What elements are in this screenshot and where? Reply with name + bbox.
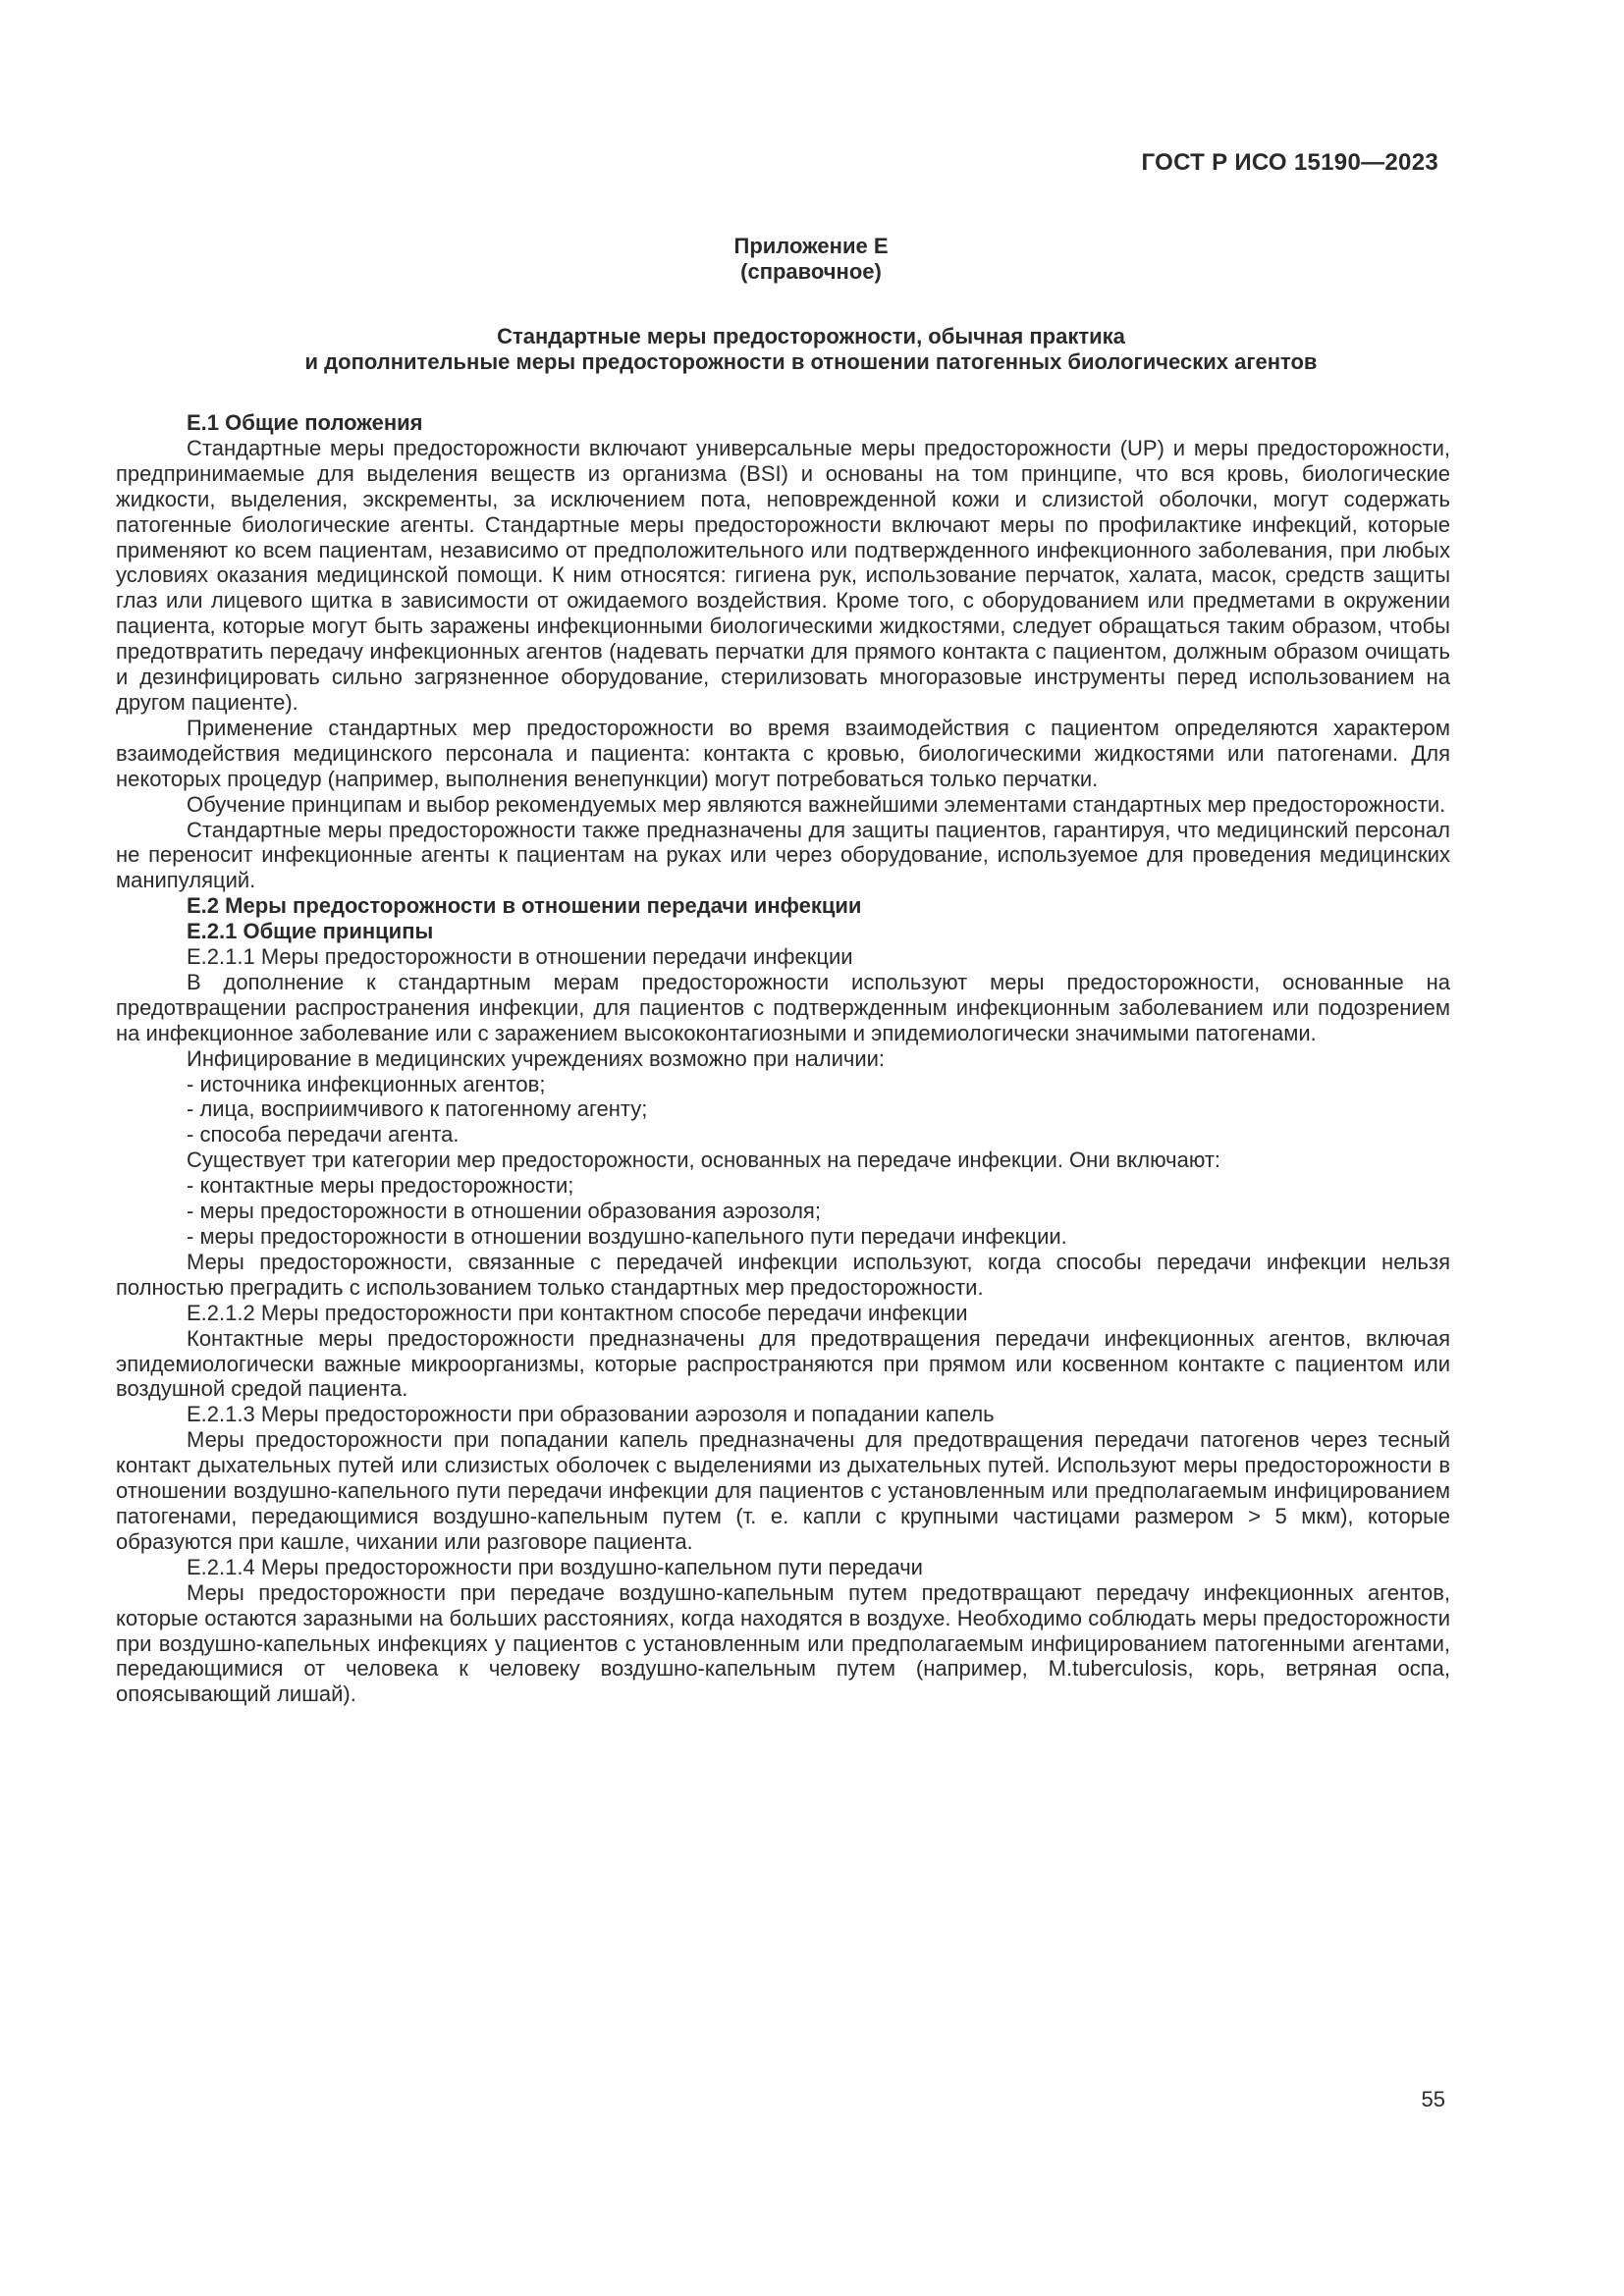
standard-code: ГОСТ Р ИСО 15190—2023 (1141, 149, 1438, 176)
annex-heading (183, 324, 1439, 375)
paragraph: Применение стандартных мер предосторожности во время взаимодействия с пациентом определяются характером взаимодействия медицинского персонала и пациента: контакта с кровью, биологическими жидкостями или патогенами. Для некоторых процедур (например, выполнения венепункции) могут потребоваться только перчатки. (116, 715, 1450, 791)
section-heading: Е.2 Меры предосторожности в отношении передачи инфекции (187, 893, 862, 919)
clause-title: Е.2.1.3 Меры предосторожности при образовании аэрозоля и попадании капель (187, 1402, 995, 1427)
page-number: 55 (1421, 2087, 1445, 2111)
section-heading: Е.1 Общие положения (187, 410, 423, 435)
list-item: - лица, восприимчивого к патогенному агенту; (187, 1096, 648, 1122)
paragraph: Меры предосторожности при передаче воздушно-капельным путем предотвращают передачу инфекционных агентов, которые остаются заразными на больших расстояниях, когда находятся в воздухе. Необходимо соблюдать меры предосторожности при воздушно-капельных инфекциях у пациентов с установленным или предполагаемым инфицированием патогенными агентами, передающимися от человека к человеку воздушно-капельным путем (например, M.tuberculosis, корь, ветряная оспа, опоясывающий лишай). (116, 1579, 1450, 1707)
clause-title: Е.2.1.2 Меры предосторожности при контактном способе передачи инфекции (187, 1300, 968, 1325)
annex-heading-line: Стандартные меры предосторожности, обычная практика (497, 324, 1125, 348)
list-item: - меры предосторожности в отношении воздушно-капельного пути передачи инфекции. (187, 1224, 1067, 1249)
list-item: - контактные меры предосторожности; (187, 1173, 574, 1199)
list-item: - способа передачи агента. (187, 1122, 460, 1148)
paragraph: Меры предосторожности при попадании капель предназначены для предотвращения передачи патогенов через тесный контакт дыхательных путей или слизистых оболочек с выделениями из дыхательных путей. Используют меры предосторожности в отношении воздушно-капельного пути передачи инфекции для пациентов с установленным или предполагаемым инфицированием патогенами, передающимися воздушно-капельным путем (т. е. капли с крупными частицами размером > 5 мкм), которые образуются при кашле, чихании или разговоре пациента. (116, 1427, 1450, 1554)
clause-title: Е.2.1.1 Меры предосторожности в отношении передачи инфекции (187, 944, 853, 970)
document-body (116, 410, 1450, 1707)
clause-title: Е.2.1.4 Меры предосторожности при воздушно-капельном пути передачи (187, 1554, 923, 1579)
paragraph: В дополнение к стандартным мерам предосторожности используют меры предосторожности, основанные на предотвращении распространения инфекции, для пациентов с подтвержденным инфекционным заболеванием или подозрением на инфекционное заболевание или с заражением высококонтагиозными и эпидемиологически значимыми патогенами. (116, 969, 1450, 1045)
list-item: - источника инфекционных агентов; (187, 1071, 546, 1096)
paragraph: Контактные меры предосторожности предназначены для предотвращения передачи инфекционных агентов, включая эпидемиологически важные микроорганизмы, которые распространяются при прямом или косвенном контакте с пациентом или воздушной средой пациента. (116, 1325, 1450, 1402)
annex-status: (справочное) (740, 259, 882, 284)
paragraph: Обучение принципам и выбор рекомендуемых мер являются важнейшими элементами стандартных мер предосторожности. (187, 791, 1446, 817)
paragraph: Стандартные меры предосторожности включают универсальные меры предосторожности (UP) и меры предосторожности, предпринимаемые для выделения веществ из организма (BSI) и основаны на том принципе, что вся кровь, биологические жидкости, выделения, экскременты, за исключением пота, неповрежденной кожи и слизистой оболочки, могут содержать патогенные биологические агенты. Стандартные меры предосторожности включают меры по профилактике инфекций, которые применяют ко всем пациентам, независимо от предположительного или подтвержденного инфекционного заболевания, при любых условиях оказания медицинской помощи. К ним относятся: гигиена рук, использование перчаток, халата, масок, средств защиты глаз или лицевого щитка в зависимости от ожидаемого воздействия. Кроме того, с оборудованием или предметами в окружении пациента, которые могут быть заражены инфекционными биологическими жидкостями, следует обращаться таким образом, чтобы предотвратить передачу инфекционных агентов (надевать перчатки для прямого контакта с пациентом, должным образом очищать и дезинфицировать сильно загрязненное оборудование, стерилизовать многоразовые инструменты перед использованием на другом пациенте). (116, 435, 1450, 715)
paragraph: Инфицирование в медицинских учреждениях возможно при наличии: (187, 1045, 886, 1071)
paragraph: Меры предосторожности, связанные с передачей инфекции используют, когда способы передачи инфекции нельзя полностью преградить с использованием только стандартных мер предосторожности. (116, 1249, 1450, 1300)
annex-title: Приложение Е (733, 234, 889, 258)
paragraph: Стандартные меры предосторожности также предназначены для защиты пациентов, гарантируя, что медицинский персонал не переносит инфекционные агенты к пациентам на руках или через оборудование, используемое для проведения медицинских манипуляций. (116, 817, 1450, 893)
annex-heading-line: и дополнительные меры предосторожности в отношении патогенных биологических агентов (304, 349, 1318, 374)
paragraph: Существует три категории мер предосторожности, основанных на передаче инфекции. Они включают: (187, 1148, 1221, 1173)
list-item: - меры предосторожности в отношении образования аэрозоля; (187, 1199, 821, 1224)
subsection-heading: Е.2.1 Общие принципы (187, 919, 434, 944)
